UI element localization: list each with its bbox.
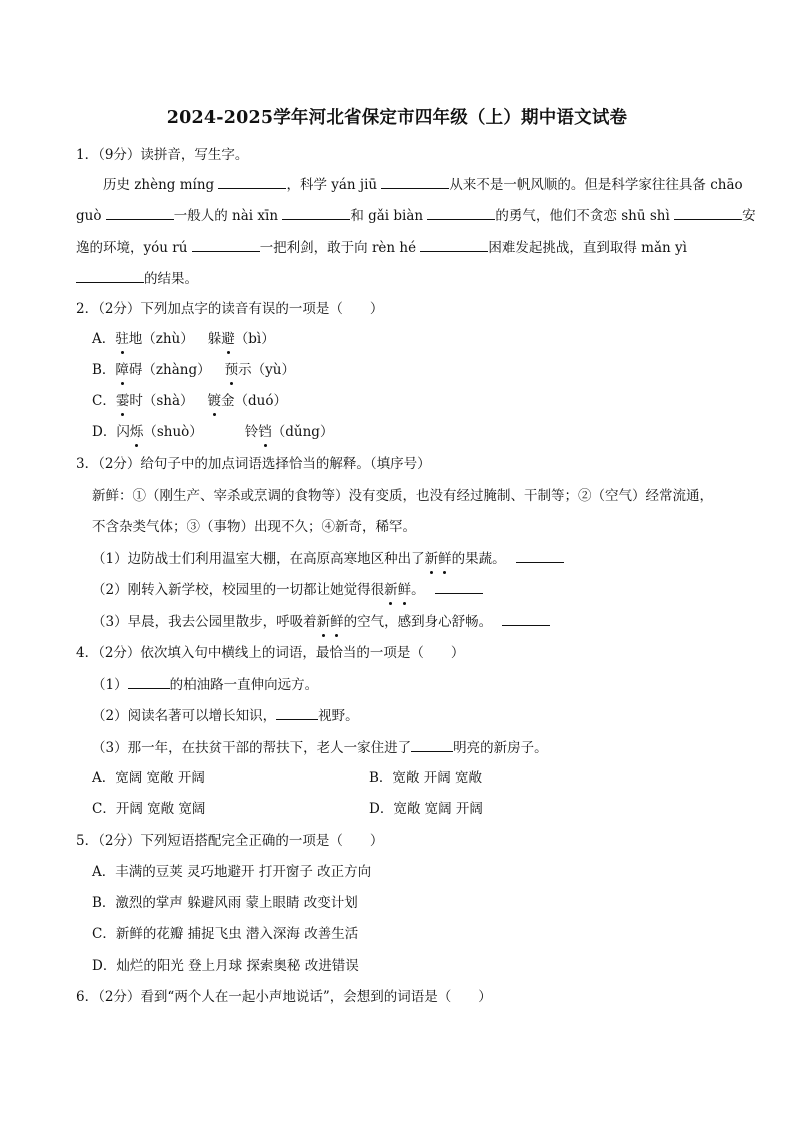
question-2-option-d[interactable]: D．闪烁（shuò） 铃铛（dǔng） <box>92 424 334 440</box>
answer-blank[interactable] <box>435 579 483 594</box>
question-5-option-d[interactable]: D．灿烂的阳光 登上月球 探索奥秘 改进错误 <box>92 958 359 974</box>
answer-blank[interactable] <box>282 205 350 220</box>
question-5-header <box>76 831 383 851</box>
answer-blank[interactable] <box>128 674 170 689</box>
question-3-sentence-1: （1）边防战士们利用温室大棚，在高原高寒地区种出了新鲜的果蔬。 <box>92 548 564 569</box>
question-stem: （9分）读拼音，写生字。 <box>98 147 249 163</box>
question-2-option-b[interactable]: B．障碍（zhàng） 预示（yù） <box>92 362 295 378</box>
question-stem: （2分）依次填入句中横线上的词语，最恰当的一项是（ ） <box>98 645 465 661</box>
answer-blank[interactable] <box>502 611 550 626</box>
question-3-definition-2: 不含杂类气体；③（事物）出现不久；④新奇，稀罕。 <box>92 519 416 535</box>
question-1-line-3: 逸的环境，yóu rú 一把利剑，敢于向 rèn hé 困难发起挑战，直到取得 mǎn yì <box>76 237 687 258</box>
answer-blank[interactable] <box>411 737 453 752</box>
question-3-definition-1: 新鲜：①（刚生产、宰杀或烹调的食物等）没有变质，也没有经过腌制、干制等；②（空气）经常流通， <box>92 488 713 504</box>
question-3-header <box>76 454 431 474</box>
answer-blank[interactable] <box>106 205 174 220</box>
question-4-option-a[interactable]: A．宽阔 宽敞 开阔 <box>92 770 205 786</box>
question-2-option-a[interactable]: A．驻地（zhù） 躲避（bì） <box>92 331 275 347</box>
question-3-sentence-2: （2）刚转入新学校，校园里的一切都让她觉得很新鲜。 <box>92 579 483 600</box>
question-stem: （2分）给句子中的加点词语选择恰当的解释。（填序号） <box>98 456 431 472</box>
answer-blank[interactable] <box>192 237 260 252</box>
question-1-line-2: guò 一般人的 nài xīn 和 gǎi biàn 的勇气，他们不贪恋 shū shì 安 <box>76 205 756 226</box>
question-4-header <box>76 643 464 663</box>
question-5-option-b[interactable]: B．激烈的掌声 躲避风雨 蒙上眼睛 改变计划 <box>92 895 358 911</box>
question-1-line-4: 的结果。 <box>76 268 198 289</box>
page-title: 2024-2025学年河北省保定市四年级（上）期中语文试卷 <box>166 108 628 128</box>
question-4-option-d[interactable]: D．宽敞 宽阔 开阔 <box>369 801 483 817</box>
answer-blank[interactable] <box>674 205 742 220</box>
question-stem: （2分）下列短语搭配完全正确的一项是（ ） <box>98 833 384 849</box>
question-5-option-c[interactable]: C．新鲜的花瓣 捕捉飞虫 潜入深海 改善生活 <box>92 926 359 942</box>
question-4-option-b[interactable]: B．宽敞 开阔 宽敞 <box>369 770 483 786</box>
answer-blank[interactable] <box>516 548 564 563</box>
question-2-header <box>76 299 383 319</box>
answer-blank[interactable] <box>76 268 144 283</box>
question-4-sentence-2: （2）阅读名著可以增长知识， 视野。 <box>92 705 359 726</box>
question-number: 1． <box>76 147 99 163</box>
question-stem: （2分）下列加点字的读音有误的一项是（ ） <box>98 301 384 317</box>
answer-blank[interactable] <box>276 705 318 720</box>
answer-blank[interactable] <box>381 174 449 189</box>
question-number: 5． <box>76 833 99 849</box>
question-1-header <box>76 145 248 165</box>
question-6-header <box>76 987 492 1007</box>
question-stem: （2分）看到“两个人在一起小声地说话”，会想到的词语是（ ） <box>98 989 492 1005</box>
question-4-option-c[interactable]: C．开阔 宽敞 宽阔 <box>92 801 206 817</box>
question-number: 6． <box>76 989 99 1005</box>
question-number: 4． <box>76 645 99 661</box>
question-number: 3． <box>76 456 99 472</box>
question-4-sentence-1: （1） 的柏油路一直伸向远方。 <box>92 674 318 695</box>
answer-blank[interactable] <box>427 205 495 220</box>
question-3-sentence-3: （3）早晨，我去公园里散步，呼吸着新鲜的空气，感到身心舒畅。 <box>92 611 550 632</box>
question-number: 2． <box>76 301 99 317</box>
answer-blank[interactable] <box>420 237 488 252</box>
answer-blank[interactable] <box>218 174 286 189</box>
question-5-option-a[interactable]: A．丰满的豆荚 灵巧地避开 打开窗子 改正方向 <box>92 864 372 880</box>
question-4-sentence-3: （3）那一年，在扶贫干部的帮扶下，老人一家住进了 明亮的新房子。 <box>92 737 548 758</box>
question-1-line-1: 历史 zhèng míng ，科学 yán jiū 从来不是一帆风顺的。但是科学家往往具备 chāo <box>103 174 743 195</box>
question-2-option-c[interactable]: C．霎时（shà） 镀金（duó） <box>92 393 287 409</box>
